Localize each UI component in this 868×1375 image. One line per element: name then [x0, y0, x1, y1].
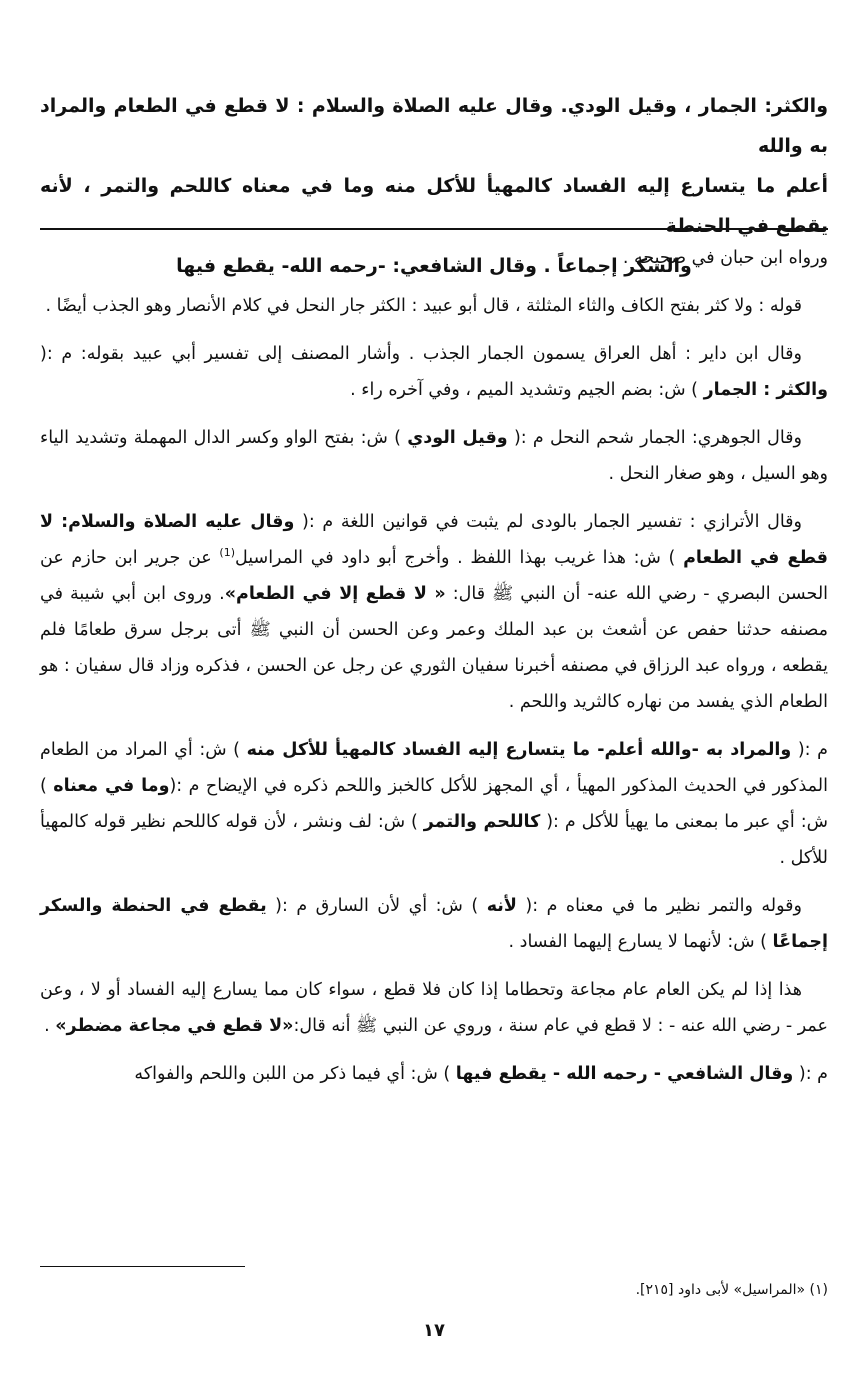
book-page [40, 0, 828, 1375]
paragraph: م :( وقال الشافعي - رحمه الله - يقطع فيها ) ش: أي فيما ذكر من اللبن واللحم والفواكه [134, 1064, 828, 1084]
main-text-line: والكثر: الجمار ، وقيل الودي. وقال عليه الصلاة والسلام : لا قطع في الطعام والمراد به والله [40, 95, 828, 157]
paragraph: وقال ابن داير : أهل العراق يسمون الجمار الجذب . وأشار المصنف إلى تفسير أبي عبيد بقوله: م :( والكثر : الجمار ) ش: بضم الجيم وتشديد الميم ، وفي آخره راء . [40, 344, 828, 400]
paragraph: هذا إذا لم يكن العام عام مجاعة وتحطاما إذا كان فلا قطع ، سواء كان مما يسارع إليه الفساد أو لا ، وعن عمر - رضي الله عنه - : لا قطع في عام سنة ، وروي عن النبي ﷺ أنه قال:«لا قطع في مجاعة مضطر» . [40, 980, 828, 1036]
footnote: (١) «المراسيل» لأبى داود [٢١٥]. [635, 1282, 828, 1298]
paragraph: وقال الأترازي : تفسير الجمار بالودى لم يثبت في قوانين اللغة م :( وقال عليه الصلاة والسلام: لا قطع في الطعام ) ش: هذا غريب بهذا اللفظ . وأخرج أبو داود في المراسيل$^{(1)}$ عن جرير ابن حازم عن الحسن البصري - رضي الله عنه- أن النبي ﷺ قال: « لا قطع إلا في الطعام». وروى ابن أبي شيبة في مصنفه حدثنا حفص عن أشعث بن عبد الملك وعمر وعن الحسن أن النبي ﷺ أتى برجل سرق طعامًا فلم يقطعه ، ورواه عبد الرزاق في مصنفه أخبرنا سفيان الثوري عن رجل عن الحسن ، فذكره وزاد قال سفيان : هو الطعام الذي يفسد من نهاره كالثريد واللحم . [40, 512, 829, 712]
page-number: ١٧ [423, 1320, 445, 1341]
commentary-text [40, 240, 828, 1104]
main-text-line: أعلم ما يتسارع إليه الفساد كالمهيأ للأكل منه وما في معناه كاللحم والتمر ، لأنه يقطع في الحنطة [40, 175, 828, 237]
separator-rule [40, 228, 828, 230]
paragraph: قوله : ولا كثر بفتح الكاف والثاء المثلثة ، قال أبو عبيد : الكثر جار النحل في كلام الأنصار وهو الجذب أيضًا . [45, 296, 802, 316]
footnote-ref: (1) [219, 546, 235, 560]
paragraph: م :( والمراد به -والله أعلم- ما يتسارع إليه الفساد كالمهيأ للأكل منه ) ش: أي المراد من الطعام المذكور في الحديث المذكور المهيأ ، أي المجهز للأكل كالخبز واللحم ذكره في الإيضاح م :(وما في معناه ) ش: أي عبر ما بمعنى ما يهيأ للأكل م :( كاللحم والتمر ) ش: لف ونشر ، لأن قوله كاللحم نظير قوله كالمهيأ للأكل . [40, 740, 828, 868]
main-text-line: والسكر إجماعاً . وقال الشافعي: -رحمه الله- يقطع فيها [176, 255, 692, 277]
paragraph: ورواه ابن حبان في صحيحه . [622, 248, 828, 268]
paragraph: وقال الجوهري: الجمار شحم النحل م :( وقيل الودي ) ش: بفتح الواو وكسر الدال المهملة وتشديد الياء وهو السيل ، وهو صغار النحل . [40, 428, 828, 484]
paragraph: وقوله والتمر نظير ما في معناه م :( لأنه ) ش: أي لأن السارق م :( يقطع في الحنطة والسكر إجماعًا ) ش: لأنهما لا يسارع إليهما الفساد . [40, 896, 828, 952]
footnote-rule [40, 1266, 245, 1267]
